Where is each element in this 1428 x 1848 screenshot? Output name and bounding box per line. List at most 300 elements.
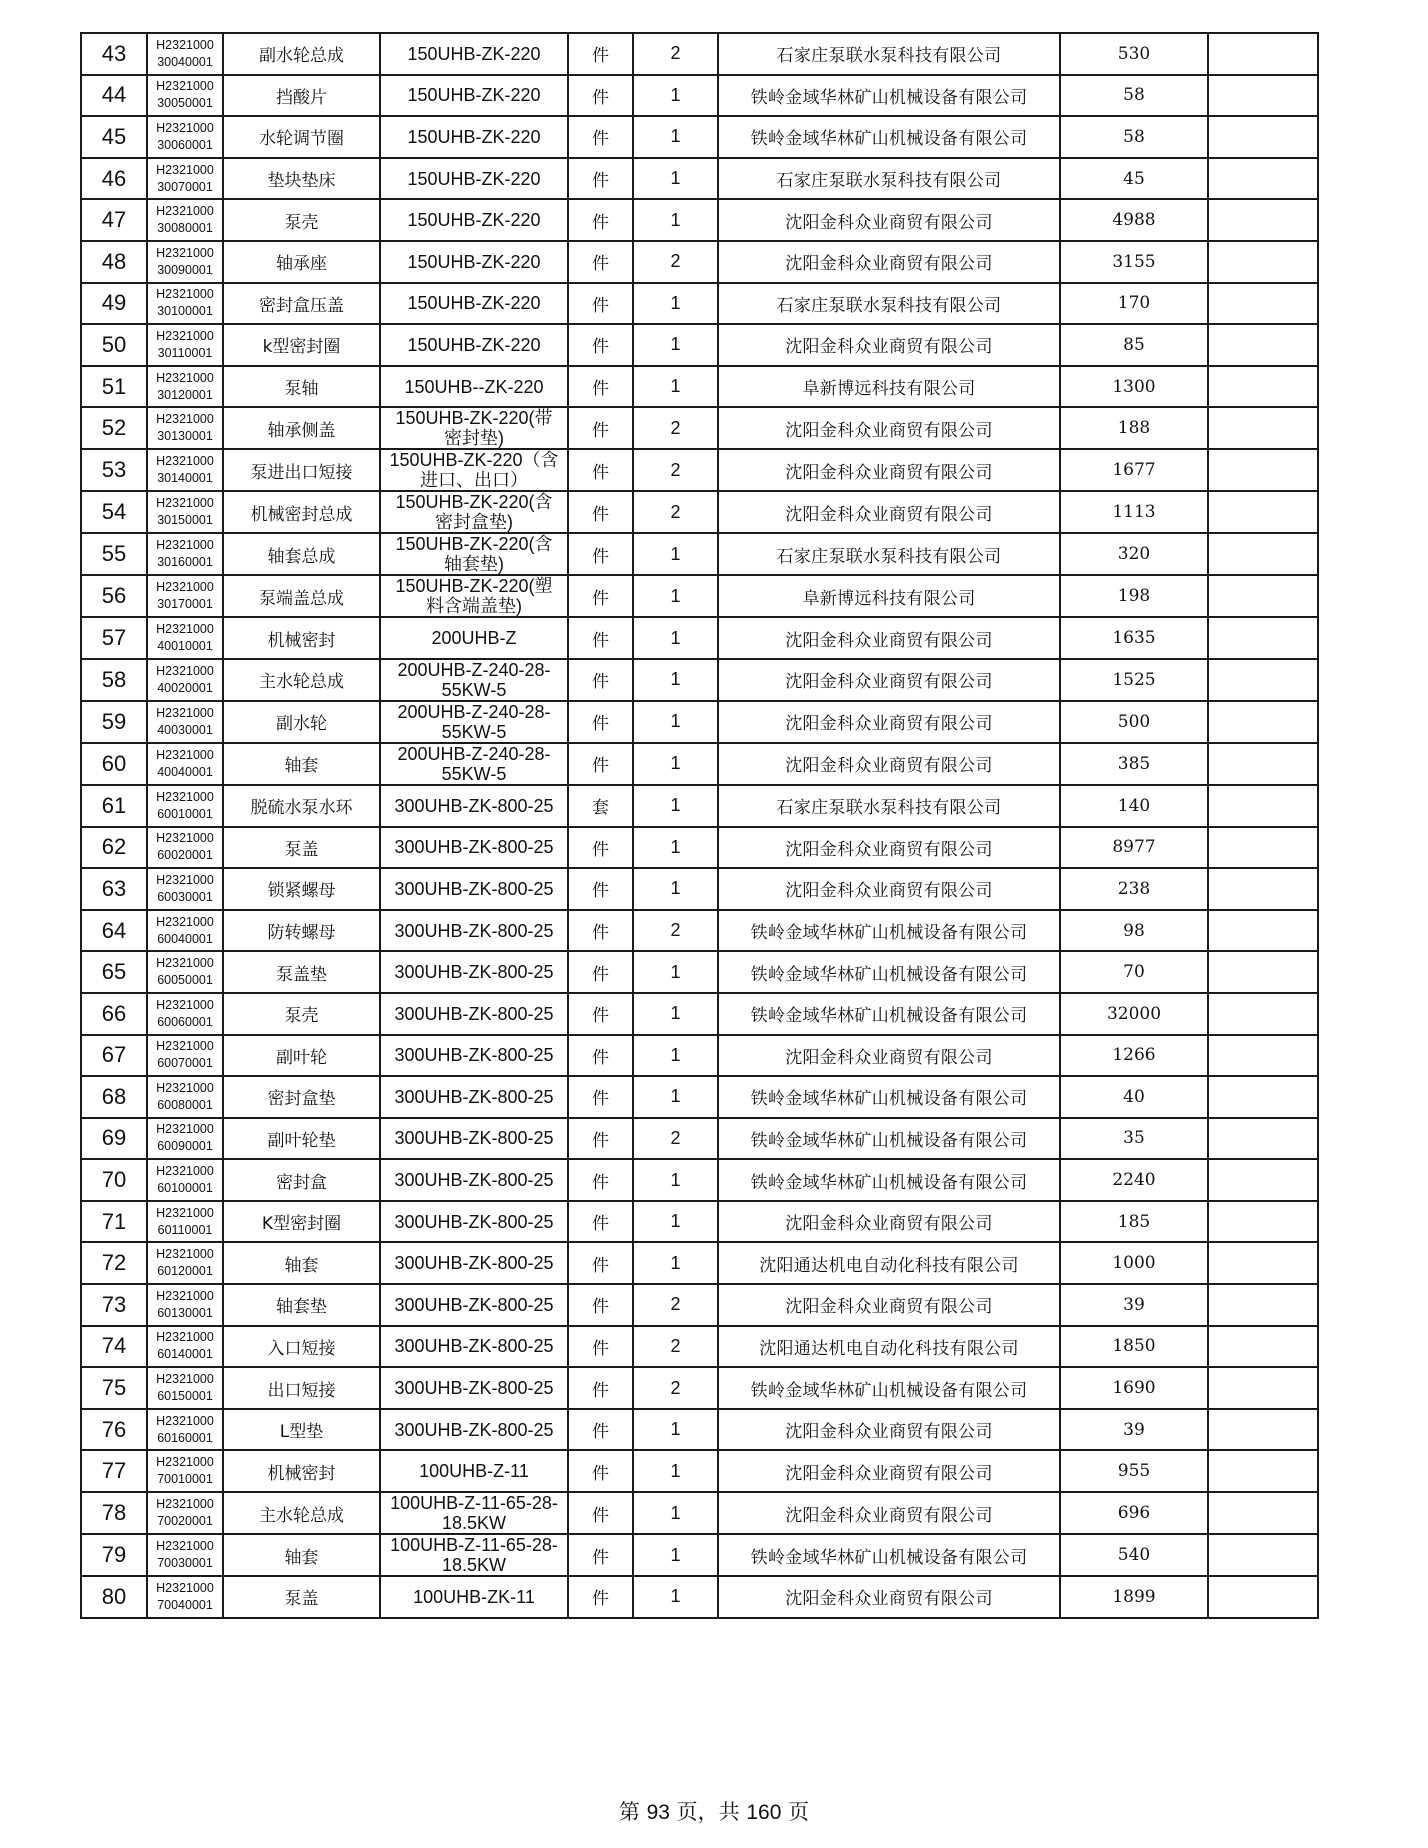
part-name-cell: 主水轮总成 <box>223 659 380 701</box>
material-code-part1: H2321000 <box>156 580 214 595</box>
material-code-part2: 30160001 <box>157 555 213 570</box>
supplier-cell: 沈阳金科众业商贸有限公司 <box>718 659 1060 701</box>
quantity-cell: 2 <box>633 449 718 491</box>
part-model-cell <box>380 743 568 785</box>
part-name-cell: 轴套 <box>223 1534 380 1576</box>
unit-price-cell: 8977 <box>1060 827 1208 869</box>
table-row <box>81 324 1318 366</box>
quantity-cell: 2 <box>633 241 718 283</box>
unit-cell: 件 <box>568 1534 633 1576</box>
row-index-cell: 46 <box>81 158 147 200</box>
material-code-part1: H2321000 <box>156 622 214 637</box>
row-index-cell: 58 <box>81 659 147 701</box>
part-model-text: 150UHB-ZK-220 <box>407 210 541 231</box>
remark-cell <box>1208 449 1318 491</box>
row-index-cell: 66 <box>81 993 147 1035</box>
part-model-text: 200UHB-Z-240-28- 55KW-5 <box>397 659 551 700</box>
remark-cell <box>1208 491 1318 533</box>
row-index-cell: 61 <box>81 785 147 827</box>
quantity-cell: 1 <box>633 158 718 200</box>
material-code-cell <box>147 241 223 283</box>
unit-price-cell: 696 <box>1060 1492 1208 1534</box>
part-model-cell <box>380 407 568 449</box>
part-name-cell: 轴套 <box>223 743 380 785</box>
remark-cell <box>1208 743 1318 785</box>
supplier-cell: 铁岭金域华林矿山机械设备有限公司 <box>718 910 1060 952</box>
part-model-cell <box>380 993 568 1035</box>
remark-cell <box>1208 1450 1318 1492</box>
row-index-cell: 56 <box>81 575 147 617</box>
footer-total-pages: 160 <box>746 1801 782 1824</box>
remark-cell <box>1208 785 1318 827</box>
supplier-cell: 沈阳金科众业商贸有限公司 <box>718 701 1060 743</box>
remark-cell <box>1208 407 1318 449</box>
table-row <box>81 241 1318 283</box>
remark-cell <box>1208 868 1318 910</box>
unit-cell: 件 <box>568 993 633 1035</box>
part-model-cell <box>380 659 568 701</box>
table-row <box>81 1242 1318 1284</box>
material-code-part1: H2321000 <box>156 245 214 260</box>
unit-price-cell: 32000 <box>1060 993 1208 1035</box>
quantity-cell: 1 <box>633 1076 718 1118</box>
material-code-cell <box>147 1534 223 1576</box>
material-code-part1: H2321000 <box>156 1205 214 1220</box>
remark-cell <box>1208 617 1318 659</box>
part-model-cell <box>380 241 568 283</box>
unit-cell: 件 <box>568 1035 633 1077</box>
material-code-cell <box>147 1201 223 1243</box>
unit-cell: 件 <box>568 116 633 158</box>
part-model-text: 100UHB-Z-11-65-28- 18.5KW <box>390 1493 558 1534</box>
material-code-part1: H2321000 <box>156 287 214 302</box>
part-model-cell <box>380 1326 568 1368</box>
footer-middle: 页，共 <box>676 1800 740 1824</box>
supplier-cell: 石家庄泵联水泵科技有限公司 <box>718 785 1060 827</box>
table-row <box>81 827 1318 869</box>
material-code-cell <box>147 1409 223 1451</box>
supplier-cell: 沈阳通达机电自动化科技有限公司 <box>718 1326 1060 1368</box>
material-code-cell <box>147 449 223 491</box>
row-index-cell: 72 <box>81 1242 147 1284</box>
unit-cell: 件 <box>568 158 633 200</box>
part-model-cell <box>380 1576 568 1618</box>
part-model-cell <box>380 324 568 366</box>
unit-cell: 件 <box>568 1076 633 1118</box>
remark-cell <box>1208 533 1318 575</box>
row-index-cell: 73 <box>81 1284 147 1326</box>
material-code-part1: H2321000 <box>156 412 214 427</box>
unit-price-cell: 1677 <box>1060 449 1208 491</box>
part-model-text: 150UHB-ZK-220 <box>407 334 541 355</box>
part-model-cell <box>380 491 568 533</box>
remark-cell <box>1208 1035 1318 1077</box>
material-code-part2: 60090001 <box>157 1139 213 1154</box>
part-name-cell: 副水轮 <box>223 701 380 743</box>
table-row <box>81 1534 1318 1576</box>
material-code-part2: 30170001 <box>157 597 213 612</box>
unit-price-cell: 85 <box>1060 324 1208 366</box>
material-code-part1: H2321000 <box>156 997 214 1012</box>
material-code-part2: 30140001 <box>157 471 213 486</box>
material-code-part2: 60160001 <box>157 1430 213 1445</box>
material-code-part2: 60150001 <box>157 1389 213 1404</box>
part-model-cell <box>380 785 568 827</box>
remark-cell <box>1208 827 1318 869</box>
unit-price-cell: 70 <box>1060 951 1208 993</box>
row-index-cell: 44 <box>81 75 147 117</box>
quantity-cell: 1 <box>633 283 718 325</box>
unit-cell: 件 <box>568 1159 633 1201</box>
row-index-cell: 60 <box>81 743 147 785</box>
quantity-cell: 1 <box>633 533 718 575</box>
supplier-cell: 铁岭金域华林矿山机械设备有限公司 <box>718 116 1060 158</box>
footer-prefix: 第 <box>618 1800 640 1824</box>
part-name-cell: 密封盒 <box>223 1159 380 1201</box>
table-row <box>81 1492 1318 1534</box>
row-index-cell: 65 <box>81 951 147 993</box>
unit-cell: 件 <box>568 533 633 575</box>
supplier-cell: 沈阳金科众业商贸有限公司 <box>718 1576 1060 1618</box>
supplier-cell: 石家庄泵联水泵科技有限公司 <box>718 158 1060 200</box>
row-index-cell: 53 <box>81 449 147 491</box>
part-model-cell <box>380 533 568 575</box>
row-index-cell: 57 <box>81 617 147 659</box>
material-code-part2: 40040001 <box>157 764 213 779</box>
remark-cell <box>1208 283 1318 325</box>
row-index-cell: 48 <box>81 241 147 283</box>
supplier-cell: 石家庄泵联水泵科技有限公司 <box>718 533 1060 575</box>
supplier-cell: 沈阳金科众业商贸有限公司 <box>718 1409 1060 1451</box>
part-model-text: 300UHB-ZK-800-25 <box>394 837 554 858</box>
part-model-text: 150UHB-ZK-220 <box>407 43 541 64</box>
quantity-cell: 1 <box>633 75 718 117</box>
table-row <box>81 1409 1318 1451</box>
material-code-part2: 60010001 <box>157 806 213 821</box>
part-model-text: 200UHB-Z-240-28- 55KW-5 <box>397 743 551 784</box>
part-model-text: 300UHB-ZK-800-25 <box>394 1086 554 1107</box>
table-row <box>81 951 1318 993</box>
quantity-cell: 2 <box>633 1118 718 1160</box>
quantity-cell: 1 <box>633 575 718 617</box>
part-model-cell <box>380 1492 568 1534</box>
supplier-cell: 沈阳金科众业商贸有限公司 <box>718 449 1060 491</box>
quantity-cell: 1 <box>633 366 718 408</box>
unit-price-cell: 1525 <box>1060 659 1208 701</box>
material-code-part1: H2321000 <box>156 956 214 971</box>
material-code-part1: H2321000 <box>156 1539 214 1554</box>
quantity-cell: 1 <box>633 659 718 701</box>
part-name-cell: 轴套总成 <box>223 533 380 575</box>
material-code-part2: 40020001 <box>157 680 213 695</box>
supplier-cell: 铁岭金域华林矿山机械设备有限公司 <box>718 1118 1060 1160</box>
part-model-cell <box>380 449 568 491</box>
unit-cell: 件 <box>568 283 633 325</box>
material-code-part1: H2321000 <box>156 1080 214 1095</box>
part-model-text: 150UHB-ZK-220 <box>407 85 541 106</box>
part-model-cell <box>380 1076 568 1118</box>
remark-cell <box>1208 951 1318 993</box>
unit-price-cell: 3155 <box>1060 241 1208 283</box>
remark-cell <box>1208 1284 1318 1326</box>
material-code-part2: 30040001 <box>157 54 213 69</box>
part-name-cell: 泵壳 <box>223 199 380 241</box>
material-code-cell <box>147 366 223 408</box>
supplier-cell: 沈阳金科众业商贸有限公司 <box>718 491 1060 533</box>
material-code-cell <box>147 199 223 241</box>
row-index-cell: 74 <box>81 1326 147 1368</box>
unit-price-cell: 39 <box>1060 1284 1208 1326</box>
part-name-cell: L型垫 <box>223 1409 380 1451</box>
part-model-text: 300UHB-ZK-800-25 <box>394 1253 554 1274</box>
part-model-cell <box>380 1534 568 1576</box>
remark-cell <box>1208 33 1318 75</box>
part-name-cell: K型密封圈 <box>223 1201 380 1243</box>
material-code-cell <box>147 1118 223 1160</box>
material-code-part2: 60070001 <box>157 1056 213 1071</box>
part-model-text: 150UHB-ZK-220 <box>407 251 541 272</box>
table-row <box>81 1450 1318 1492</box>
material-code-cell <box>147 617 223 659</box>
unit-price-cell: 98 <box>1060 910 1208 952</box>
supplier-cell: 沈阳金科众业商贸有限公司 <box>718 868 1060 910</box>
table-row <box>81 491 1318 533</box>
unit-price-cell: 1000 <box>1060 1242 1208 1284</box>
part-name-cell: 锁紧螺母 <box>223 868 380 910</box>
remark-cell <box>1208 366 1318 408</box>
material-code-cell <box>147 283 223 325</box>
material-code-part1: H2321000 <box>156 162 214 177</box>
material-code-part1: H2321000 <box>156 914 214 929</box>
row-index-cell: 51 <box>81 366 147 408</box>
part-model-text: 300UHB-ZK-800-25 <box>394 1336 554 1357</box>
supplier-cell: 沈阳金科众业商贸有限公司 <box>718 199 1060 241</box>
part-model-text: 300UHB-ZK-800-25 <box>394 920 554 941</box>
part-model-cell <box>380 1159 568 1201</box>
supplier-cell: 铁岭金域华林矿山机械设备有限公司 <box>718 951 1060 993</box>
supplier-cell: 沈阳金科众业商贸有限公司 <box>718 1492 1060 1534</box>
part-model-text: 300UHB-ZK-800-25 <box>394 962 554 983</box>
material-code-part1: H2321000 <box>156 370 214 385</box>
material-code-part1: H2321000 <box>156 328 214 343</box>
quantity-cell: 1 <box>633 324 718 366</box>
quantity-cell: 1 <box>633 199 718 241</box>
part-name-cell: 挡酸片 <box>223 75 380 117</box>
material-code-part1: H2321000 <box>156 1039 214 1054</box>
part-model-cell <box>380 701 568 743</box>
row-index-cell: 43 <box>81 33 147 75</box>
part-model-cell <box>380 1242 568 1284</box>
unit-cell: 件 <box>568 75 633 117</box>
supplier-cell: 沈阳金科众业商贸有限公司 <box>718 1450 1060 1492</box>
material-code-cell <box>147 116 223 158</box>
material-code-part2: 70010001 <box>157 1472 213 1487</box>
part-model-cell <box>380 75 568 117</box>
material-code-cell <box>147 1035 223 1077</box>
supplier-cell: 铁岭金域华林矿山机械设备有限公司 <box>718 993 1060 1035</box>
remark-cell <box>1208 701 1318 743</box>
part-name-cell: 水轮调节圈 <box>223 116 380 158</box>
unit-cell: 件 <box>568 491 633 533</box>
unit-cell: 件 <box>568 951 633 993</box>
table-row <box>81 743 1318 785</box>
remark-cell <box>1208 116 1318 158</box>
supplier-cell: 铁岭金域华林矿山机械设备有限公司 <box>718 1159 1060 1201</box>
material-code-part2: 30050001 <box>157 96 213 111</box>
material-code-part2: 60120001 <box>157 1264 213 1279</box>
material-code-part1: H2321000 <box>156 1122 214 1137</box>
material-code-part2: 30110001 <box>157 345 213 360</box>
table-row <box>81 533 1318 575</box>
part-model-cell <box>380 617 568 659</box>
quantity-cell: 1 <box>633 617 718 659</box>
table-row <box>81 1367 1318 1409</box>
unit-price-cell: 320 <box>1060 533 1208 575</box>
material-code-part2: 60060001 <box>157 1014 213 1029</box>
material-code-cell <box>147 701 223 743</box>
quantity-cell: 1 <box>633 1242 718 1284</box>
material-code-part1: H2321000 <box>156 831 214 846</box>
part-name-cell: 轴承座 <box>223 241 380 283</box>
material-code-cell <box>147 910 223 952</box>
part-model-text: 150UHB-ZK-220(含 密封盒垫) <box>395 492 553 533</box>
part-model-text: 300UHB-ZK-800-25 <box>394 1128 554 1149</box>
table-row <box>81 1118 1318 1160</box>
row-index-cell: 68 <box>81 1076 147 1118</box>
unit-price-cell: 1850 <box>1060 1326 1208 1368</box>
material-code-part1: H2321000 <box>156 496 214 511</box>
material-code-part1: H2321000 <box>156 454 214 469</box>
material-code-part2: 60040001 <box>157 931 213 946</box>
part-name-cell: 副叶轮 <box>223 1035 380 1077</box>
table-row <box>81 1201 1318 1243</box>
unit-cell: 件 <box>568 617 633 659</box>
unit-cell: 件 <box>568 827 633 869</box>
material-code-part2: 60100001 <box>157 1181 213 1196</box>
material-code-part2: 60050001 <box>157 973 213 988</box>
remark-cell <box>1208 1492 1318 1534</box>
supplier-cell: 沈阳通达机电自动化科技有限公司 <box>718 1242 1060 1284</box>
part-name-cell: 副水轮总成 <box>223 33 380 75</box>
material-code-part1: H2321000 <box>156 37 214 52</box>
part-model-text: 300UHB-ZK-800-25 <box>394 1419 554 1440</box>
unit-price-cell: 540 <box>1060 1534 1208 1576</box>
remark-cell <box>1208 575 1318 617</box>
unit-cell: 件 <box>568 575 633 617</box>
part-name-cell: 机械密封 <box>223 617 380 659</box>
table-row <box>81 1035 1318 1077</box>
material-code-cell <box>147 785 223 827</box>
part-model-text: 150UHB-ZK-220(含 轴套垫) <box>395 534 553 575</box>
part-name-cell: 泵盖垫 <box>223 951 380 993</box>
quantity-cell: 1 <box>633 993 718 1035</box>
material-code-cell <box>147 75 223 117</box>
material-code-part2: 30130001 <box>157 429 213 444</box>
unit-price-cell: 58 <box>1060 75 1208 117</box>
material-code-part2: 70030001 <box>157 1556 213 1571</box>
supplier-cell: 沈阳金科众业商贸有限公司 <box>718 617 1060 659</box>
material-code-part1: H2321000 <box>156 872 214 887</box>
supplier-cell: 沈阳金科众业商贸有限公司 <box>718 1284 1060 1326</box>
footer-suffix: 页 <box>788 1800 810 1824</box>
remark-cell <box>1208 1576 1318 1618</box>
table-row <box>81 868 1318 910</box>
quantity-cell: 2 <box>633 1367 718 1409</box>
supplier-cell: 铁岭金域华林矿山机械设备有限公司 <box>718 1076 1060 1118</box>
part-name-cell: k型密封圈 <box>223 324 380 366</box>
quantity-cell: 1 <box>633 951 718 993</box>
unit-price-cell: 238 <box>1060 868 1208 910</box>
row-index-cell: 63 <box>81 868 147 910</box>
remark-cell <box>1208 1201 1318 1243</box>
part-name-cell: 主水轮总成 <box>223 1492 380 1534</box>
unit-price-cell: 1899 <box>1060 1576 1208 1618</box>
quantity-cell: 1 <box>633 785 718 827</box>
material-code-part1: H2321000 <box>156 705 214 720</box>
material-code-cell <box>147 868 223 910</box>
supplier-cell: 沈阳金科众业商贸有限公司 <box>718 241 1060 283</box>
quantity-cell: 1 <box>633 1201 718 1243</box>
table-row <box>81 1076 1318 1118</box>
unit-price-cell: 1266 <box>1060 1035 1208 1077</box>
material-code-cell <box>147 743 223 785</box>
remark-cell <box>1208 199 1318 241</box>
part-model-cell <box>380 1201 568 1243</box>
remark-cell <box>1208 158 1318 200</box>
part-name-cell: 密封盒压盖 <box>223 283 380 325</box>
unit-price-cell: 35 <box>1060 1118 1208 1160</box>
part-model-cell <box>380 158 568 200</box>
material-code-cell <box>147 1159 223 1201</box>
footer-page-number: 93 <box>646 1801 670 1824</box>
remark-cell <box>1208 324 1318 366</box>
material-code-part1: H2321000 <box>156 1330 214 1345</box>
unit-price-cell: 40 <box>1060 1076 1208 1118</box>
unit-cell: 件 <box>568 1492 633 1534</box>
unit-cell: 件 <box>568 659 633 701</box>
material-code-cell <box>147 1242 223 1284</box>
part-model-text: 300UHB-ZK-800-25 <box>394 795 554 816</box>
unit-price-cell: 385 <box>1060 743 1208 785</box>
material-code-cell <box>147 827 223 869</box>
row-index-cell: 49 <box>81 283 147 325</box>
row-index-cell: 75 <box>81 1367 147 1409</box>
part-model-cell <box>380 199 568 241</box>
material-code-part2: 70020001 <box>157 1514 213 1529</box>
part-model-text: 300UHB-ZK-800-25 <box>394 1294 554 1315</box>
material-code-cell <box>147 324 223 366</box>
material-code-part1: H2321000 <box>156 1372 214 1387</box>
remark-cell <box>1208 1409 1318 1451</box>
unit-price-cell: 1113 <box>1060 491 1208 533</box>
quantity-cell: 1 <box>633 1409 718 1451</box>
supplier-cell: 沈阳金科众业商贸有限公司 <box>718 743 1060 785</box>
part-model-text: 300UHB-ZK-800-25 <box>394 1045 554 1066</box>
quantity-cell: 1 <box>633 1492 718 1534</box>
material-code-cell <box>147 491 223 533</box>
material-code-cell <box>147 951 223 993</box>
part-name-cell: 轴套垫 <box>223 1284 380 1326</box>
part-name-cell: 泵进出口短接 <box>223 449 380 491</box>
table-row <box>81 785 1318 827</box>
part-model-cell <box>380 910 568 952</box>
table-row <box>81 617 1318 659</box>
row-index-cell: 52 <box>81 407 147 449</box>
part-name-cell: 密封盒垫 <box>223 1076 380 1118</box>
row-index-cell: 54 <box>81 491 147 533</box>
unit-cell: 件 <box>568 407 633 449</box>
part-model-text: 150UHB-ZK-220 <box>407 168 541 189</box>
